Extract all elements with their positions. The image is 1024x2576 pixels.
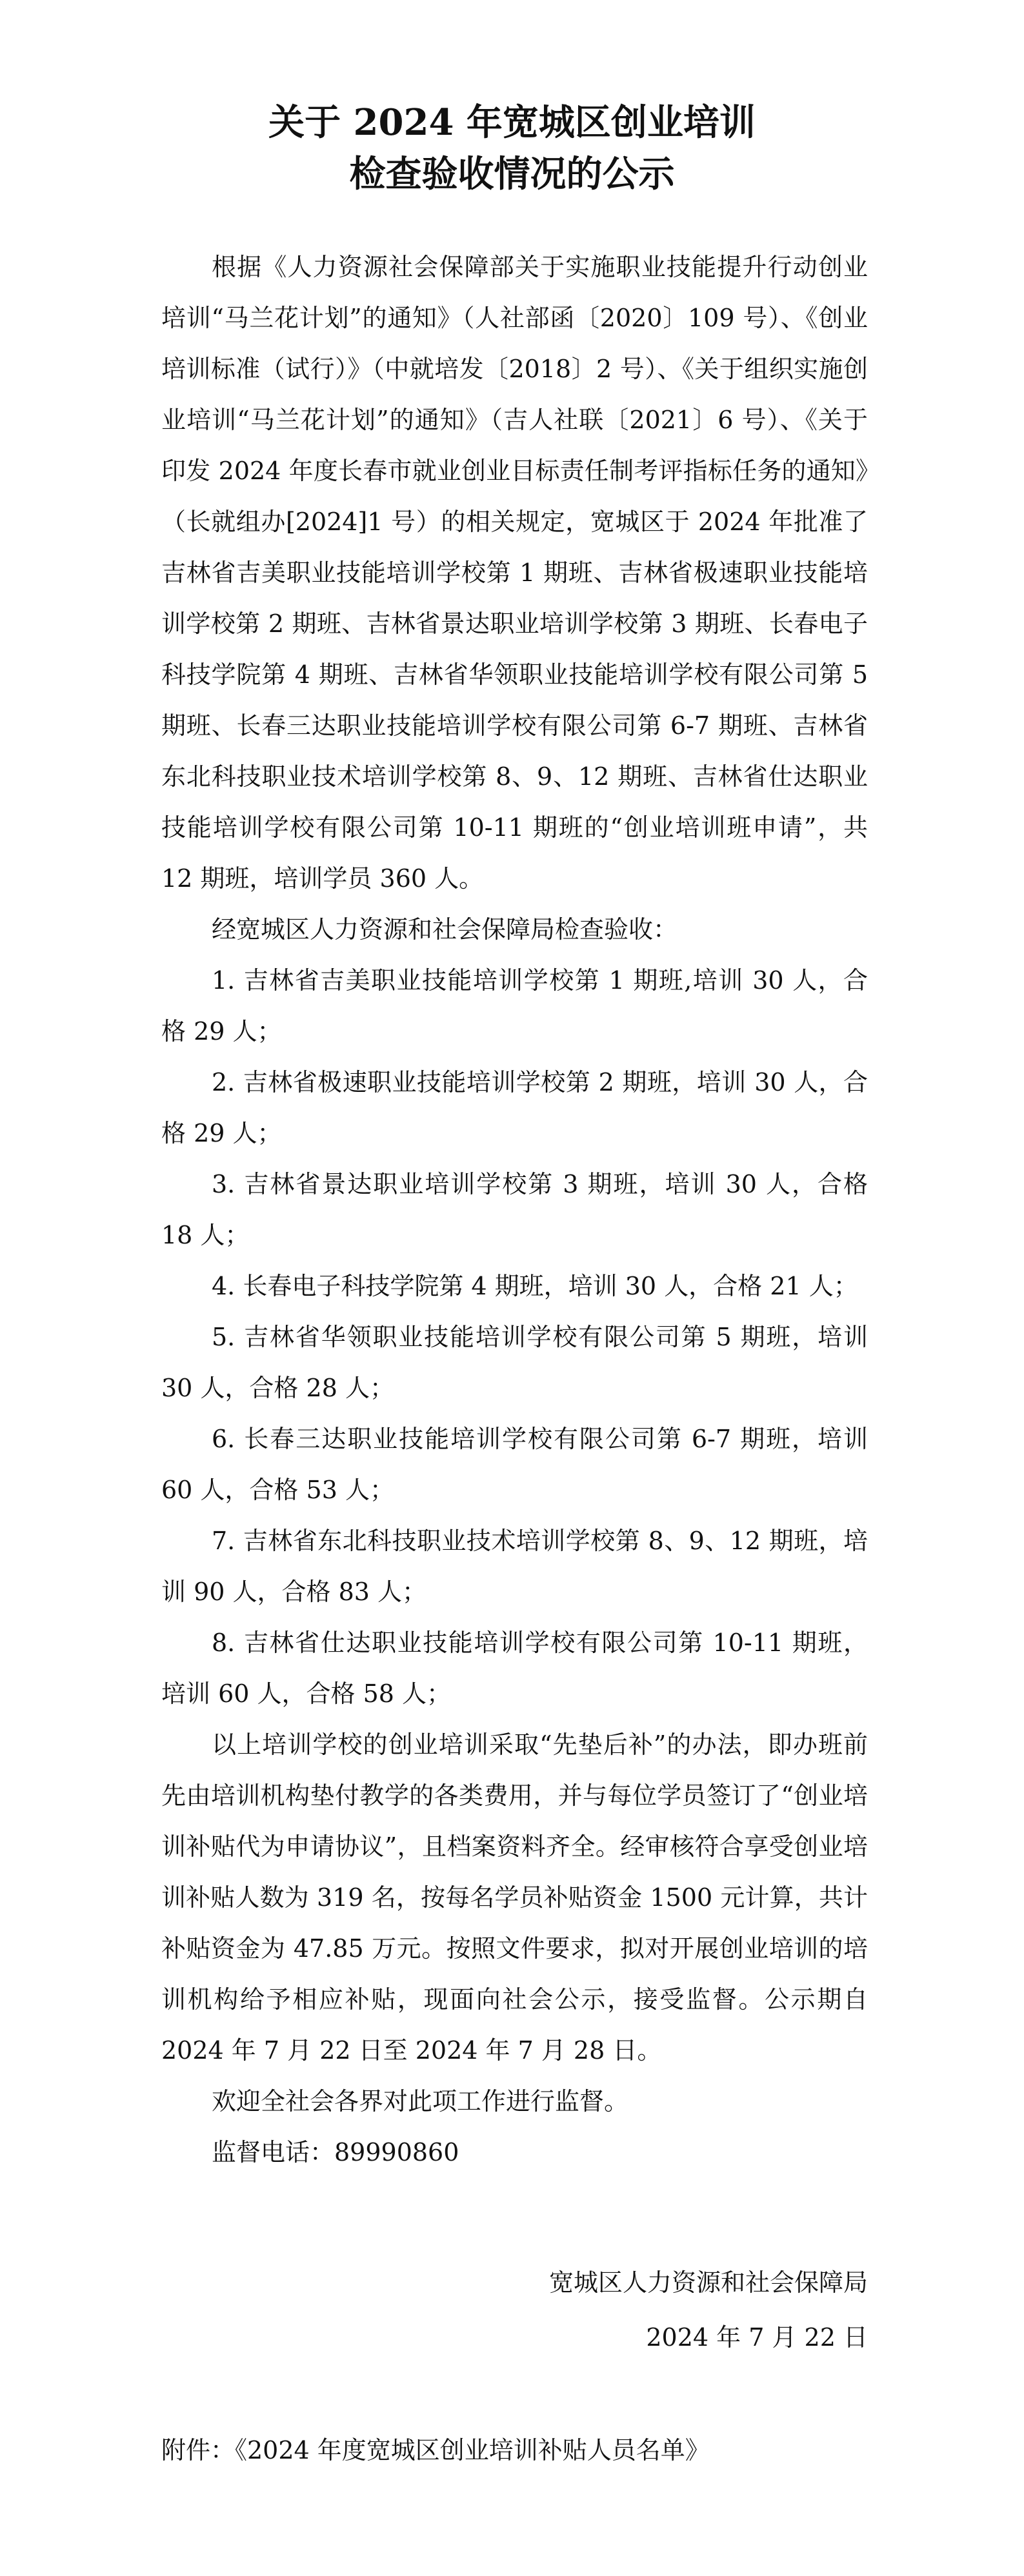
result-item-3: 3. 吉林省景达职业培训学校第 3 期班，培训 30 人，合格 18 人；: [161, 1170, 868, 1249]
supervision-paragraph: 欢迎全社会各界对此项工作进行监督。: [212, 2087, 629, 2115]
document-title-line-1: 关于 2024 年宽城区创业培训: [268, 101, 756, 144]
signature-date: 2024 年 7 月 22 日: [646, 2323, 868, 2352]
result-item-4: 4. 长春电子科技学院第 4 期班，培训 30 人，合格 21 人；: [212, 1272, 858, 1300]
result-item-7: 7. 吉林省东北科技职业技术培训学校第 8、9、12 期班，培训 90 人，合格 83 人；: [161, 1527, 868, 1606]
document-body: [161, 242, 868, 2178]
result-item-6: 6. 长春三达职业技能培训学校有限公司第 6-7 期班，培训 60 人，合格 53 人；: [161, 1425, 868, 1504]
signature-organization: 宽城区人力资源和社会保障局: [548, 2268, 868, 2297]
result-item-2: 2. 吉林省极速职业技能培训学校第 2 期班，培训 30 人，合格 29 人；: [161, 1068, 868, 1147]
supervision-phone: 监督电话：89990860: [212, 2138, 459, 2166]
result-item-1: 1. 吉林省吉美职业技能培训学校第 1 期班,培训 30 人，合格 29 人；: [161, 966, 868, 1045]
inspection-lead-paragraph: 经宽城区人力资源和社会保障局检查验收：: [212, 915, 678, 944]
intro-paragraph: 根据《人力资源社会保障部关于实施职业技能提升行动创业培训“马兰花计划”的通知》（人社部函〔2020〕109 号）、《创业培训标准（试行）》（中就培发〔2018〕2 号）、《关于组织实施创业培训“马兰花计划”的通知》（吉人社联〔2021〕6 号）、《关于印发 2024 年度长春市就业创业目标责任制考评指标任务的通知》（长就组办[2024]1 号）的相关规定，宽城区于 2024 年批准了吉林省吉美职业技能培训学校第 1 期班、吉林省极速职业技能培训学校第 2 期班、吉林省景达职业培训学校第 3 期班、长春电子科技学院第 4 期班、吉林省华领职业技能培训学校有限公司第 5 期班、长春三达职业技能培训学校有限公司第 6-7 期班、吉林省东北科技职业技术培训学校第 8、9、12 期班、吉林省仕达职业技能培训学校有限公司第 10-11 期班的“创业培训班申请”，共 12 期班，培训学员 360 人。: [161, 253, 868, 893]
subsidy-paragraph: 以上培训学校的创业培训采取“先垫后补”的办法，即办班前先由培训机构垫付教学的各类费用，并与每位学员签订了“创业培训补贴代为申请协议”，且档案资料齐全。经审核符合享受创业培训补贴人数为 319 名，按每名学员补贴资金 1500 元计算，共计补贴资金为 47.85 万元。按照文件要求，拟对开展创业培训的培训机构给予相应补贴，现面向社会公示，接受监督。公示期自 2024 年 7 月 22 日至 2024 年 7 月 28 日。: [161, 1730, 868, 2065]
result-item-5: 5. 吉林省华领职业技能培训学校有限公司第 5 期班，培训 30 人，合格 28 人；: [161, 1323, 868, 1402]
result-item-8: 8. 吉林省仕达职业技能培训学校有限公司第 10-11 期班，培训 60 人，合格 58 人；: [161, 1629, 868, 1708]
document-title-line-2: 检查验收情况的公示: [349, 153, 675, 195]
attachment-line: 附件：《2024 年度宽城区创业培训补贴人员名单》: [161, 2436, 710, 2464]
